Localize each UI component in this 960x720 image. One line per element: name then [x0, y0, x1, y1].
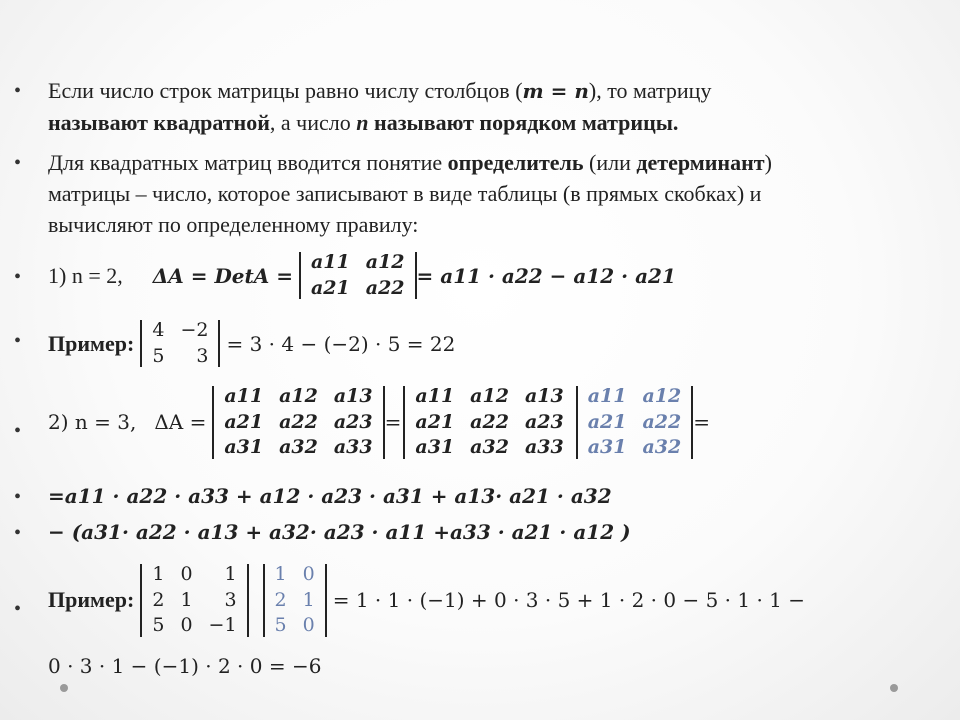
cell: a22: [365, 276, 405, 299]
text: Если число строк матрицы равно числу столбцов (: [48, 78, 523, 103]
cell: a31: [224, 436, 264, 459]
cell: 1: [274, 563, 287, 585]
term-square: называют квадратной: [48, 110, 270, 135]
matrix-table: [407, 384, 571, 461]
matrix-3x3: [212, 384, 384, 461]
text: (или: [583, 150, 637, 175]
matrix-table: [216, 384, 380, 461]
cell: a23: [524, 410, 564, 433]
decorative-dot-left: [60, 684, 68, 692]
det-formula-2x2: = a11 · a22 − a12 · a21: [416, 263, 676, 288]
cell: 1: [302, 588, 315, 611]
cell: a33: [333, 436, 373, 459]
equals-sign: =: [693, 410, 710, 435]
bullet: •: [14, 266, 22, 288]
math-m-equals-n: m = n: [522, 79, 589, 103]
cell: a33: [524, 436, 564, 459]
bullet: •: [14, 486, 22, 508]
term-determinant-alt: детерминант: [636, 150, 765, 175]
cell: −2: [180, 319, 209, 341]
text: матрицы – число, которое записывают в виде таблицы (в прямых скобках) и: [48, 181, 762, 206]
cell: a21: [224, 410, 264, 433]
cell: a22: [642, 410, 682, 433]
cell: a12: [470, 385, 509, 407]
cell: 5: [274, 614, 287, 637]
decorative-dot-right: [890, 684, 898, 692]
cell: a22: [470, 410, 509, 433]
matrix-example-2x2: [140, 318, 220, 369]
matrix-table: [144, 318, 216, 369]
matrix-2x2: [299, 250, 417, 301]
cell: 0: [180, 563, 193, 585]
cell: a11: [587, 385, 627, 407]
cell: 1: [224, 563, 237, 585]
example-result: = 3 · 4 − (−2) · 5 = 22: [226, 331, 456, 356]
cell: 5: [152, 614, 165, 637]
cell: a32: [642, 436, 682, 459]
math-n: n: [356, 110, 369, 135]
cell: 2: [152, 588, 165, 611]
formula-negative-terms: − (a31· a22 · a13 + a32· a23 · a11 +a33 · a21 · a12 ): [48, 520, 631, 544]
cell: a21: [415, 410, 455, 433]
cell: 0: [302, 563, 315, 585]
cell: a22: [279, 410, 318, 433]
cell: a12: [365, 251, 405, 273]
cell: −1: [208, 614, 237, 637]
text: вычисляют по определенному правилу:: [48, 212, 419, 237]
matrix-table: [267, 562, 323, 639]
bullet: •: [14, 598, 22, 620]
text: Для квадратных матриц вводится понятие: [48, 150, 448, 175]
cell: a11: [311, 251, 350, 273]
cell: a32: [279, 436, 318, 459]
cell: a21: [311, 276, 350, 299]
cell: a13: [333, 385, 373, 407]
bullet: •: [14, 420, 22, 442]
cell: 5: [152, 344, 165, 367]
cell: a11: [415, 385, 455, 407]
matrix-example-3x3: [140, 562, 248, 639]
det-lhs: ΔA =: [154, 410, 207, 435]
cell: 3: [224, 588, 237, 611]
bullet: •: [14, 330, 22, 352]
bullet: •: [14, 80, 22, 102]
example-label: Пример:: [48, 330, 135, 356]
cell: a21: [587, 410, 627, 433]
cell: 3: [196, 344, 209, 367]
example-result-line1: = 1 · 1 · (−1) + 0 · 3 · 5 + 1 · 2 · 0 − 5 · 1 · 1 −: [332, 588, 806, 613]
bullet: •: [14, 152, 22, 174]
cell: 1: [180, 588, 193, 611]
equals-sign: =: [384, 410, 402, 435]
cell: a13: [524, 385, 564, 407]
cell: 4: [152, 319, 165, 341]
text: ), то матрицу: [588, 78, 712, 103]
matrix-example-extra-columns: [263, 562, 327, 639]
matrix-table: [144, 562, 244, 639]
example-label: Пример:: [48, 587, 135, 613]
cell: 0: [302, 614, 315, 637]
matrix-table: [580, 384, 690, 461]
example-result-line2: 0 · 3 · 1 − (−1) · 2 · 0 = −6: [48, 654, 322, 678]
case-label: 1) n = 2,: [48, 262, 123, 288]
matrix-extra-columns: [576, 384, 694, 461]
cell: 2: [274, 588, 287, 611]
case-label: 2) n = 3,: [48, 410, 137, 435]
cell: a23: [333, 410, 373, 433]
bullet: •: [14, 522, 22, 544]
text: ): [764, 150, 772, 175]
det-lhs: ΔA = DetA =: [152, 263, 293, 288]
cell: 1: [152, 563, 165, 585]
cell: a31: [587, 436, 627, 459]
text: , а число: [269, 110, 357, 135]
cell: a11: [224, 385, 264, 407]
cell: a12: [279, 385, 318, 407]
matrix-3x3-copy: [403, 384, 575, 461]
matrix-table: [303, 250, 413, 301]
term-order: называют порядком матрицы.: [368, 110, 679, 135]
cell: a31: [415, 436, 455, 459]
cell: a12: [642, 385, 682, 407]
cell: a32: [470, 436, 509, 459]
cell: 0: [180, 614, 193, 637]
term-determinant: определитель: [447, 150, 584, 175]
formula-positive-terms: =a11 · a22 · a33 + a12 · a23 · a31 + a13· a21 · a32: [48, 484, 612, 508]
